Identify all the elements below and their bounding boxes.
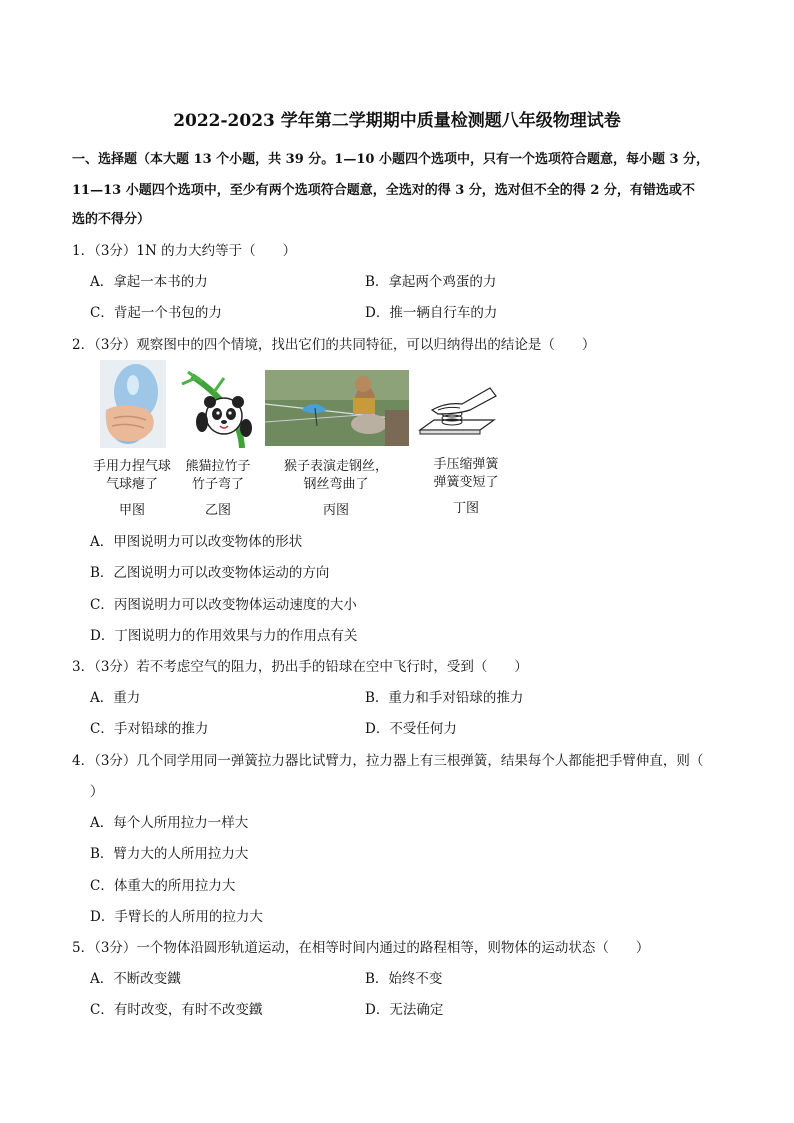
- question-5-stem: 5．（3分）一个物体沿圆形轨道运动，在相等时间内通过的路程相等，则物体的运动状态（ ）: [72, 940, 650, 956]
- q3-option-d: D．不受任何力: [365, 721, 457, 737]
- q3-option-c: C．手对铅球的推力: [90, 721, 209, 737]
- q5-option-c: C．有时改变，有时不改变鐵: [90, 1002, 263, 1018]
- q2-option-a: A．甲图说明力可以改变物体的形状: [90, 534, 303, 550]
- q4-option-c: C．体重大的所用拉力大: [90, 878, 236, 894]
- q1-option-d: D．推一辆自行车的力: [365, 305, 498, 321]
- figure-jia-caption-2: 气球瘪了: [105, 477, 158, 492]
- balloon-photo: [100, 360, 166, 448]
- q2-option-b: B．乙图说明力可以改变物体运动的方向: [90, 565, 330, 581]
- figure-ding-caption-2: 弹簧变短了: [433, 475, 499, 490]
- question-4-stem-cont: ）: [90, 784, 104, 800]
- figure-yi-label: 乙图: [204, 503, 231, 518]
- question-3-stem: 3．（3分）若不考虑空气的阻力，扔出手的铅球在空中飞行时，受到（ ）: [72, 659, 528, 675]
- figure-bing-label: 丙图: [322, 503, 349, 518]
- q4-option-a: A．每个人所用拉力一样大: [90, 815, 249, 831]
- q3-option-a: A．重力: [90, 690, 141, 706]
- figure-bing-caption-1: 猴子表演走钢丝，: [283, 459, 388, 474]
- q4-option-b: B．臂力大的人所用拉力大: [90, 846, 249, 862]
- figure-ding-label: 丁图: [452, 501, 479, 516]
- q5-option-b: B．始终不变: [365, 971, 443, 987]
- q3-option-b: B．重力和手对铅球的推力: [365, 690, 524, 706]
- q2-option-d: D．丁图说明力的作用效果与力的作用点有关: [90, 628, 358, 644]
- page-title: 2022-2023 学年第二学期期中质量检测题八年级物理试卷: [173, 111, 621, 131]
- panda-bamboo-drawing: [172, 368, 260, 448]
- q1-option-b: B．拿起两个鸡蛋的力: [365, 274, 497, 290]
- figure-yi-caption-2: 竹子弯了: [191, 477, 244, 492]
- monkey-wire-photo: [265, 370, 409, 446]
- section-heading-line1: 一、选择题（本大题 13 个小题，共 39 分。1—10 小题四个选项中，只有一个选项符合题意，每小题 3 分，: [72, 152, 710, 167]
- q4-option-d: D．手臂长的人所用的拉力大: [90, 909, 263, 925]
- figure-ding-caption-1: 手压缩弹簧: [433, 457, 499, 472]
- question-4-stem: 4．（3分）几个同学用同一弹簧拉力器比试臂力，拉力器上有三根弹簧，结果每个人都能把手臂伸直，则（: [72, 753, 704, 769]
- q2-option-c: C．丙图说明力可以改变物体运动速度的大小: [90, 597, 357, 613]
- figure-bing-caption-2: 钢丝弯曲了: [303, 477, 369, 492]
- q5-option-d: D．无法确定: [365, 1002, 444, 1018]
- q1-option-c: C．背起一个书包的力: [90, 305, 222, 321]
- q1-option-a: A．拿起一本书的力: [90, 274, 208, 290]
- figure-jia-caption-1: 手用力捏气球: [92, 459, 171, 474]
- spring-press-drawing: [418, 380, 498, 446]
- section-heading-line3: 选的不得分）: [72, 212, 151, 227]
- figure-yi-caption-1: 熊猫拉竹子: [185, 459, 251, 474]
- question-1-stem: 1．（3分）1N 的力大约等于（ ）: [72, 243, 297, 259]
- figure-jia-label: 甲图: [118, 503, 145, 518]
- q5-option-a: A．不断改变鐵: [90, 971, 181, 987]
- section-heading-line2: 11—13 小题四个选项中，至少有两个选项符合题意，全选对的得 3 分，选对但不全的得 2 分，有错选或不: [72, 183, 695, 198]
- question-2-stem: 2．（3分）观察图中的四个情境，找出它们的共同特征，可以归纳得出的结论是（ ）: [72, 337, 596, 353]
